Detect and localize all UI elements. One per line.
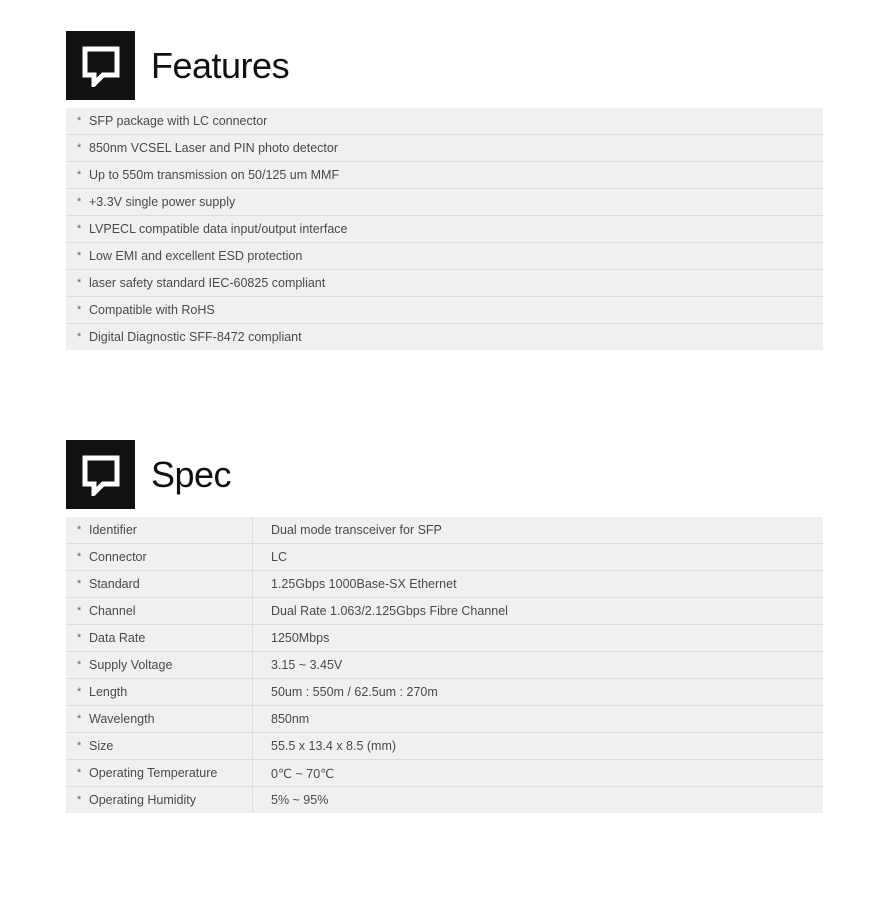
spec-row — [66, 652, 823, 679]
spec-label: Length — [89, 685, 128, 699]
feature-text: Digital Diagnostic SFF-8472 compliant — [89, 330, 302, 344]
bullet-icon: * — [77, 331, 82, 343]
spec-label: Size — [89, 739, 114, 753]
bullet-icon: * — [77, 223, 82, 235]
feature-item — [66, 297, 823, 324]
feature-text: +3.3V single power supply — [89, 195, 236, 209]
spec-label-cell — [66, 571, 253, 597]
bullet-icon: * — [77, 115, 82, 127]
spec-value: Dual Rate 1.063/2.125Gbps Fibre Channel — [271, 604, 508, 618]
spec-label: Identifier — [89, 523, 137, 537]
spec-title: Spec — [151, 453, 232, 495]
spec-label-cell — [66, 787, 253, 813]
feature-item — [66, 135, 823, 162]
spec-value: 3.15 ~ 3.45V — [271, 658, 343, 672]
spec-label-cell — [66, 517, 253, 543]
spec-label: Data Rate — [89, 631, 146, 645]
spec-row — [66, 517, 823, 544]
spec-label: Wavelength — [89, 712, 155, 726]
feature-item — [66, 162, 823, 189]
spec-label: Standard — [89, 577, 140, 591]
feature-item — [66, 108, 823, 135]
feature-text: laser safety standard IEC-60825 compliant — [89, 276, 326, 290]
spec-value: Dual mode transceiver for SFP — [271, 523, 442, 537]
bullet-icon: * — [77, 713, 82, 725]
spec-value: 1.25Gbps 1000Base-SX Ethernet — [271, 577, 457, 591]
spec-label: Connector — [89, 550, 147, 564]
features-list — [66, 108, 823, 350]
feature-text: 850nm VCSEL Laser and PIN photo detector — [89, 141, 338, 155]
bullet-icon: * — [77, 524, 82, 536]
feature-text: LVPECL compatible data input/output interface — [89, 222, 348, 236]
spec-label: Operating Humidity — [89, 793, 196, 807]
bullet-icon: * — [77, 794, 82, 806]
feature-text: SFP package with LC connector — [89, 114, 268, 128]
speech-bubble-icon — [66, 440, 135, 509]
feature-item — [66, 324, 823, 350]
spec-label-cell — [66, 733, 253, 759]
spec-row — [66, 625, 823, 652]
feature-text: Up to 550m transmission on 50/125 um MMF — [89, 168, 340, 182]
spec-label-cell — [66, 652, 253, 678]
bullet-icon: * — [77, 686, 82, 698]
spec-label-cell — [66, 706, 253, 732]
spec-row — [66, 544, 823, 571]
bullet-icon: * — [77, 551, 82, 563]
features-title: Features — [151, 44, 290, 86]
bullet-icon: * — [77, 250, 82, 262]
spec-value: 5% ~ 95% — [271, 793, 329, 807]
bullet-icon: * — [77, 767, 82, 779]
feature-text: Compatible with RoHS — [89, 303, 215, 317]
spec-label-cell — [66, 625, 253, 651]
spec-value: 50um : 550m / 62.5um : 270m — [271, 685, 438, 699]
spec-value: 0℃ ~ 70℃ — [271, 766, 335, 781]
bullet-icon: * — [77, 142, 82, 154]
spec-label: Supply Voltage — [89, 658, 173, 672]
bullet-icon: * — [77, 605, 82, 617]
feature-item — [66, 243, 823, 270]
spec-value: LC — [271, 550, 287, 564]
spec-label-cell — [66, 598, 253, 624]
spec-table — [66, 517, 823, 813]
spec-value: 1250Mbps — [271, 631, 330, 645]
spec-row — [66, 787, 823, 813]
spec-row — [66, 679, 823, 706]
spec-label-cell — [66, 760, 253, 786]
spec-row — [66, 706, 823, 733]
spec-value: 55.5 x 13.4 x 8.5 (mm) — [271, 739, 397, 753]
feature-item — [66, 216, 823, 243]
speech-bubble-icon — [66, 31, 135, 100]
spec-label-cell — [66, 679, 253, 705]
bullet-icon: * — [77, 169, 82, 181]
feature-item — [66, 189, 823, 216]
spec-row — [66, 733, 823, 760]
spec-row — [66, 760, 823, 787]
spec-label: Operating Temperature — [89, 766, 218, 780]
feature-item — [66, 270, 823, 297]
spec-value: 850nm — [271, 712, 310, 726]
bullet-icon: * — [77, 196, 82, 208]
spec-label: Channel — [89, 604, 136, 618]
bullet-icon: * — [77, 304, 82, 316]
bullet-icon: * — [77, 277, 82, 289]
features-header — [66, 31, 289, 100]
spec-header — [66, 440, 231, 509]
spec-label-cell — [66, 544, 253, 570]
bullet-icon: * — [77, 740, 82, 752]
bullet-icon: * — [77, 578, 82, 590]
spec-row — [66, 598, 823, 625]
feature-text: Low EMI and excellent ESD protection — [89, 249, 303, 263]
bullet-icon: * — [77, 659, 82, 671]
spec-row — [66, 571, 823, 598]
bullet-icon: * — [77, 632, 82, 644]
